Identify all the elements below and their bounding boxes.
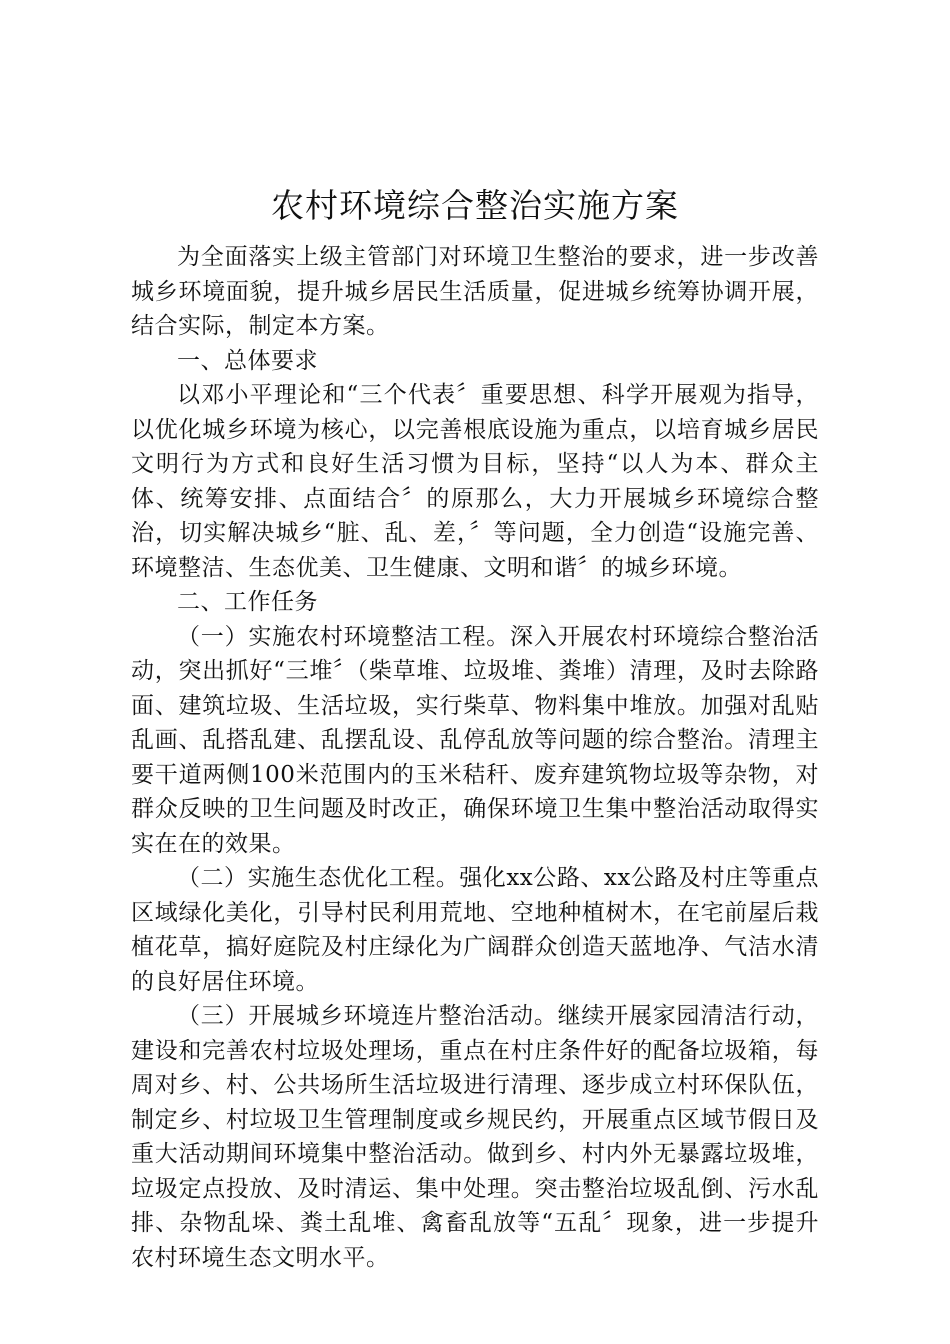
general-requirements-paragraph: 以邓小平理论和“三个代表〞重要思想、科学开展观为指导，以优化城乡环境为核心，以完善根底设施为重点，以培育城乡居民文明行为方式和良好生活习惯为目标，坚持“以人为本、群众主体、统筹安排、点面结合〞的原那么，大力开展城乡环境综合整治，切实解决城乡“脏、乱、差，〞等问题，全力创造“设施完善、环境整洁、生态优美、卫生健康、文明和谐〞的城乡环境。	[131, 382, 819, 581]
section-heading-general-requirements: 一、总体要求	[177, 347, 318, 374]
section-heading-work-tasks: 二、工作任务	[177, 589, 318, 615]
intro-paragraph: 为全面落实上级主管部门对环境卫生整治的要求，进一步改善城乡环境面貌，提升城乡居民生活质量，促进城乡统筹协调开展，结合实际，制定本方案。	[131, 244, 819, 339]
task-item-2-paragraph: （二）实施生态优化工程。强化xx公路、xx公路及村庄等重点区域绿化美化，引导村民利用荒地、空地种植树木，在宅前屋后栽植花草，搞好庭院及村庄绿化为广阔群众创造天蓝地净、气洁水清的良好居住环境。	[131, 865, 819, 995]
task-item-1-paragraph: （一）实施农村环境整洁工程。深入开展农村环境综合整治活动，突出抓好“三堆〞（柴草堆、垃圾堆、粪堆）清理，及时去除路面、建筑垃圾、生活垃圾，实行柴草、物料集中堆放。加强对乱贴乱画、乱搭乱建、乱摆乱设、乱停乱放等问题的综合整治。清理主要干道两侧100米范围内的玉米秸秆、废弃建筑物垃圾等杂物，对群众反映的卫生问题及时改正，确保环境卫生集中整治活动取得实实在在的效果。	[131, 623, 819, 857]
document-page	[131, 180, 819, 1275]
document-title: 农村环境综合整治实施方案	[271, 186, 679, 225]
task-item-3-paragraph: （三）开展城乡环境连片整治活动。继续开展家园清洁行动，建设和完善农村垃圾处理场，重点在村庄条件好的配备垃圾箱，每周对乡、村、公共场所生活垃圾进行清理、逐步成立村环保队伍，制定乡、村垃圾卫生管理制度或乡规民约，开展重点区域节假日及重大活动期间环境集中整治活动。做到乡、村内外无暴露垃圾堆，垃圾定点投放、及时清运、集中处理。突击整治垃圾乱倒、污水乱排、杂物乱垛、粪土乱堆、禽畜乱放等“五乱〞现象，进一步提升农村环境生态文明水平。	[131, 1003, 819, 1271]
